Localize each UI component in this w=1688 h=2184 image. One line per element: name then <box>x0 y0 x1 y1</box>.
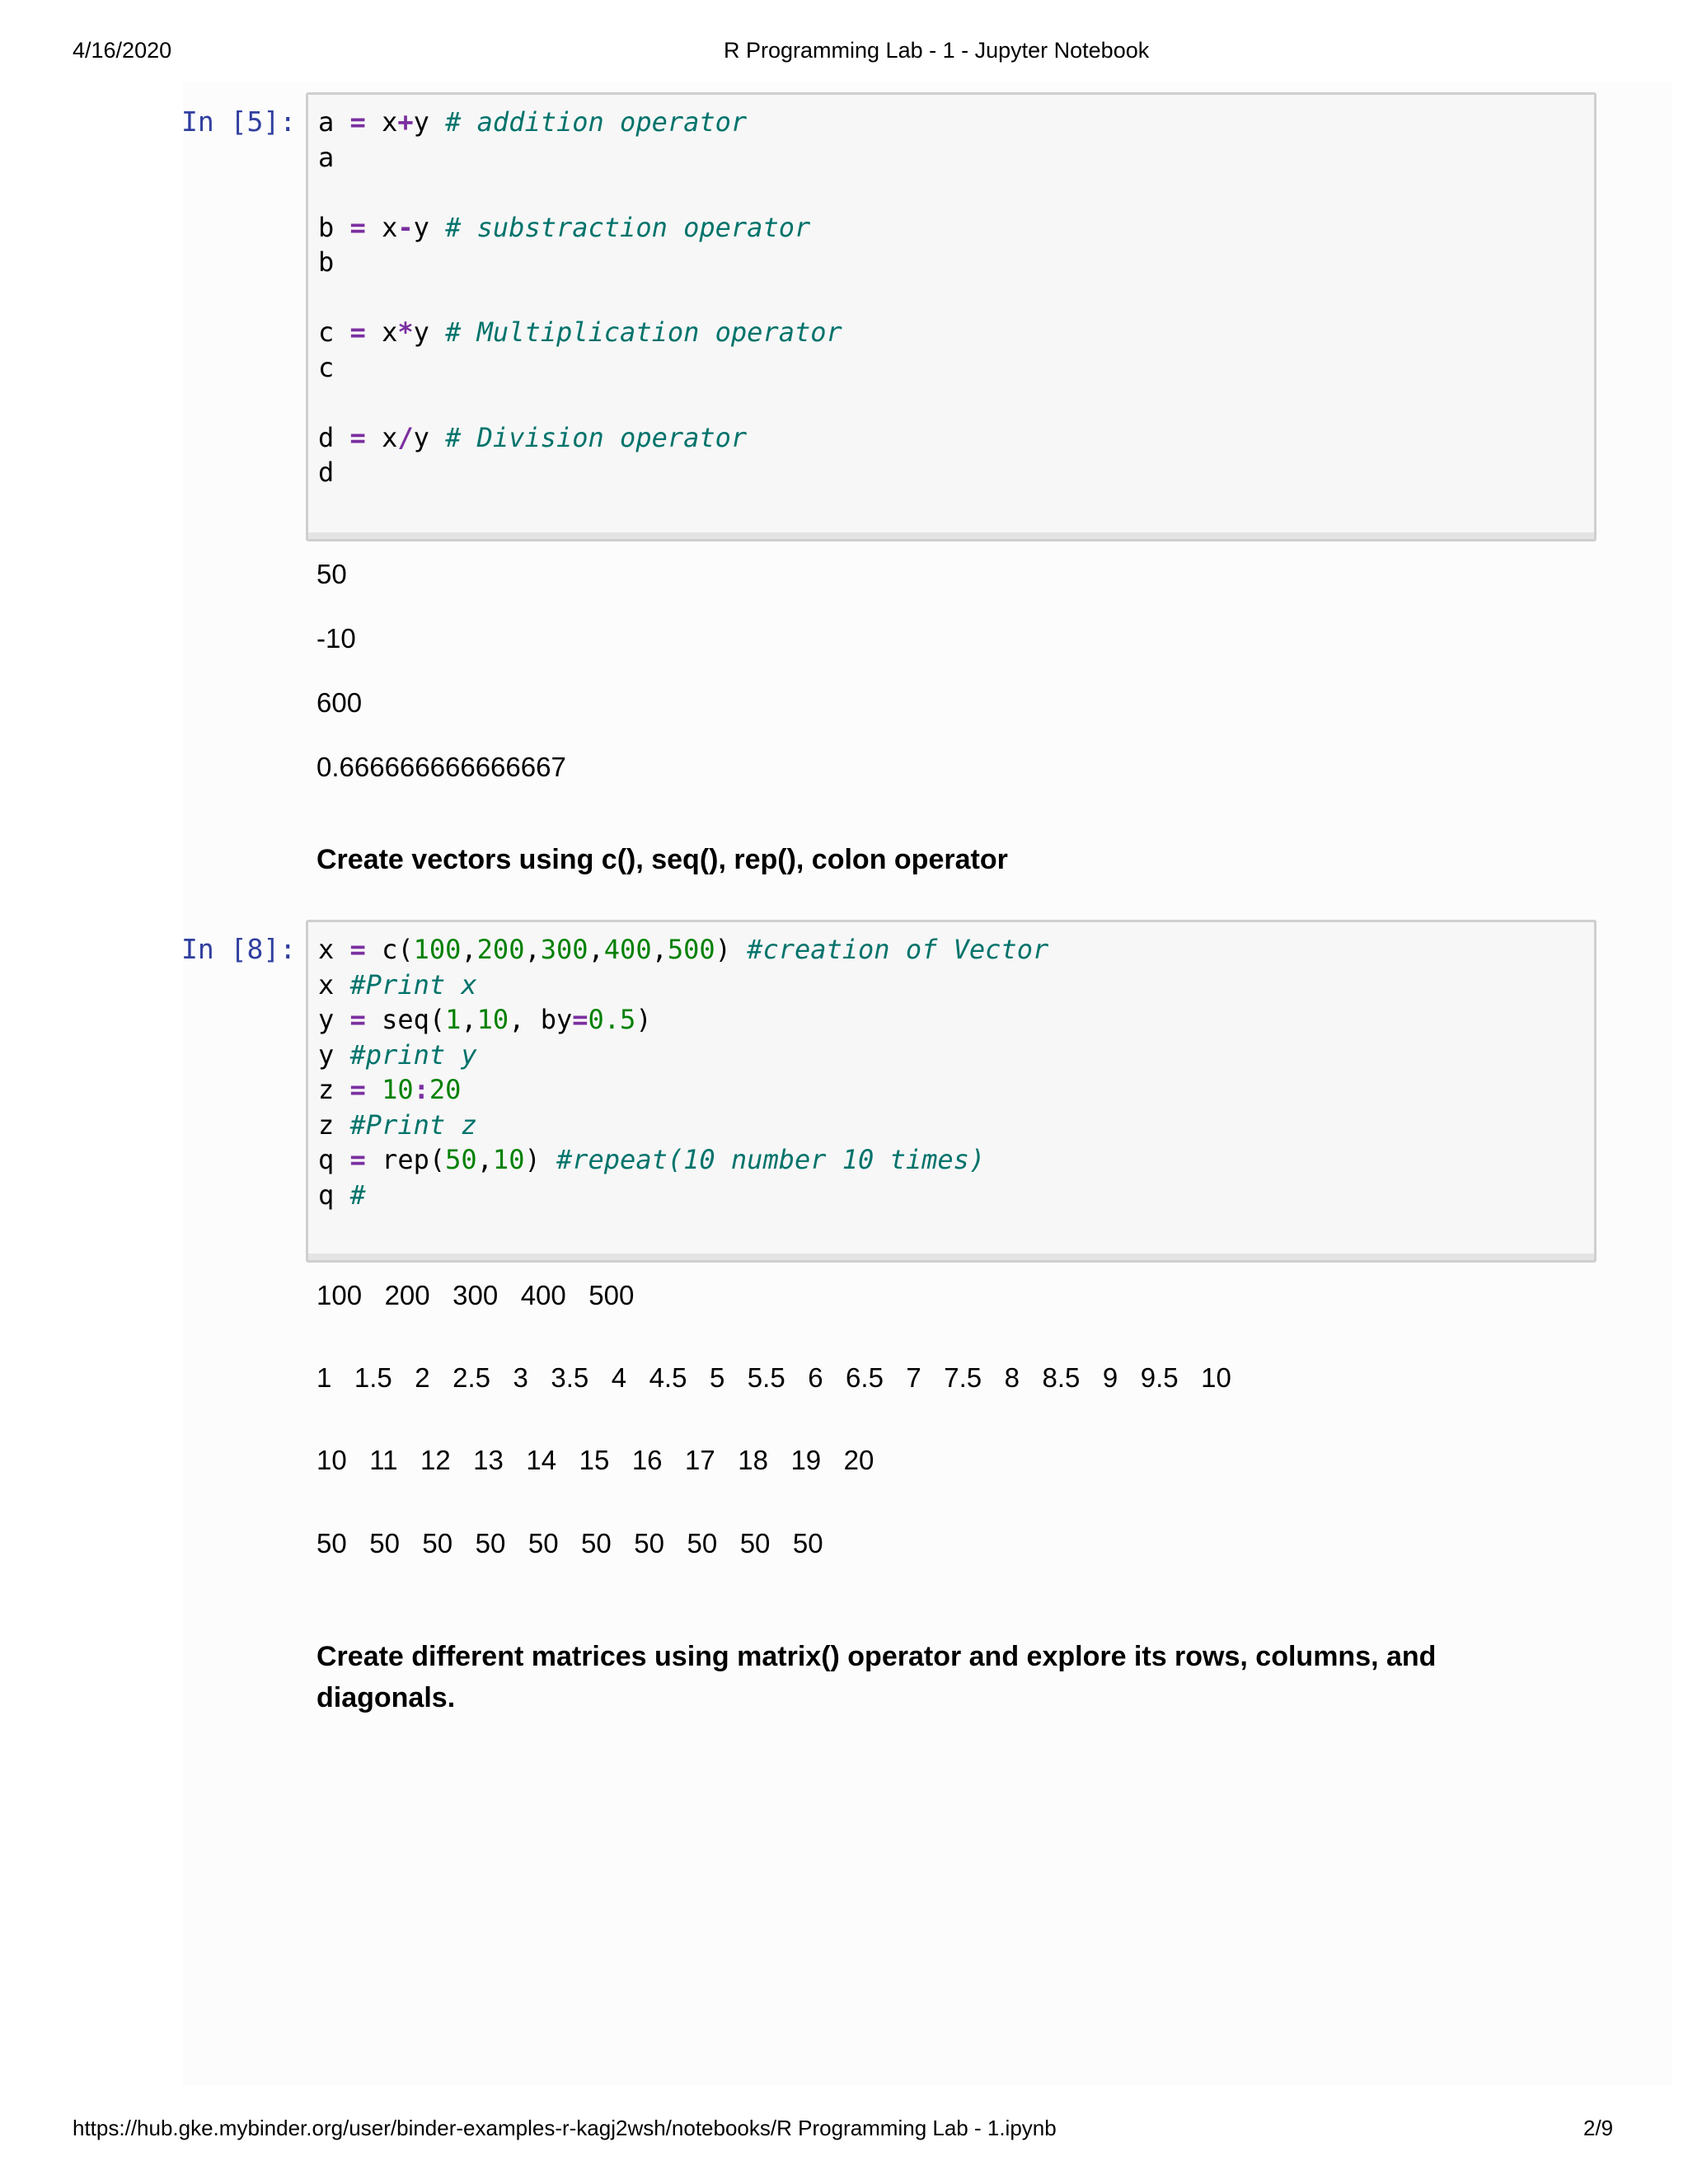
code-line: d = x/y # Division operator <box>318 421 748 453</box>
cell-2-output: 100 200 300 400 500 <box>316 1280 635 1310</box>
code-line: z #Print z <box>318 1108 477 1141</box>
code-line: d <box>318 457 335 488</box>
cell-1-output: 0.666666666666667 <box>316 752 566 782</box>
print-url: https://hub.gke.mybinder.org/user/binder-examples-r-kagj2wsh/notebooks/R Programming Lab - 1.ipynb <box>73 2116 1057 2140</box>
print-title: R Programming Lab - 1 - Jupyter Notebook <box>724 38 1150 63</box>
cell-2-output: 50 50 50 50 50 50 50 50 50 50 <box>316 1528 823 1558</box>
input-scrollbar <box>308 532 1594 539</box>
code-line: x #Print x <box>318 968 477 1001</box>
cell-1-output: -10 <box>316 623 356 654</box>
code-line: y = seq(1,10, by=0.5) <box>318 1004 652 1035</box>
print-date: 4/16/2020 <box>73 38 172 63</box>
code-line: b = x-y # substraction operator <box>318 211 811 243</box>
code-line: x = c(100,200,300,400,500) #creation of Vector <box>318 934 1049 965</box>
vectors-heading: Create vectors using c(), seq(), rep(), colon operator <box>316 844 1008 875</box>
cell-2-prompt: In [8]: <box>181 933 297 965</box>
cell-2-code[interactable] <box>318 932 1048 1212</box>
input-scrollbar <box>308 1254 1594 1260</box>
code-line: q = rep(50,10) #repeat(10 number 10 times) <box>318 1144 986 1175</box>
code-line: b <box>318 246 335 278</box>
cell-1-prompt: In [5]: <box>181 105 297 138</box>
code-line: c = x*y # Multiplication operator <box>318 316 842 348</box>
cell-1-input[interactable] <box>306 92 1597 541</box>
cell-2-output: 1 1.5 2 2.5 3 3.5 4 4.5 5 5.5 6 6.5 7 7.5 8 8.5 9 9.5 10 <box>316 1362 1231 1393</box>
matrices-heading: Create different matrices using matrix() operator and explore its rows, columns, and diagonals. <box>316 1641 1437 1713</box>
code-line: a = x+y # addition operator <box>318 106 748 138</box>
page-number: 2/9 <box>1583 2116 1614 2140</box>
code-line: z = 10:20 <box>318 1074 462 1105</box>
cell-2-output: 10 11 12 13 14 15 16 17 18 19 20 <box>316 1445 874 1475</box>
code-line: c <box>318 351 335 383</box>
cell-2-input[interactable] <box>306 920 1597 1263</box>
code-line: y #print y <box>318 1038 477 1071</box>
code-line: a <box>318 141 335 173</box>
cell-1-output: 50 <box>316 559 347 589</box>
code-line: q # <box>318 1179 366 1211</box>
cell-1-code[interactable] <box>318 105 842 490</box>
cell-1-output: 600 <box>316 687 363 718</box>
